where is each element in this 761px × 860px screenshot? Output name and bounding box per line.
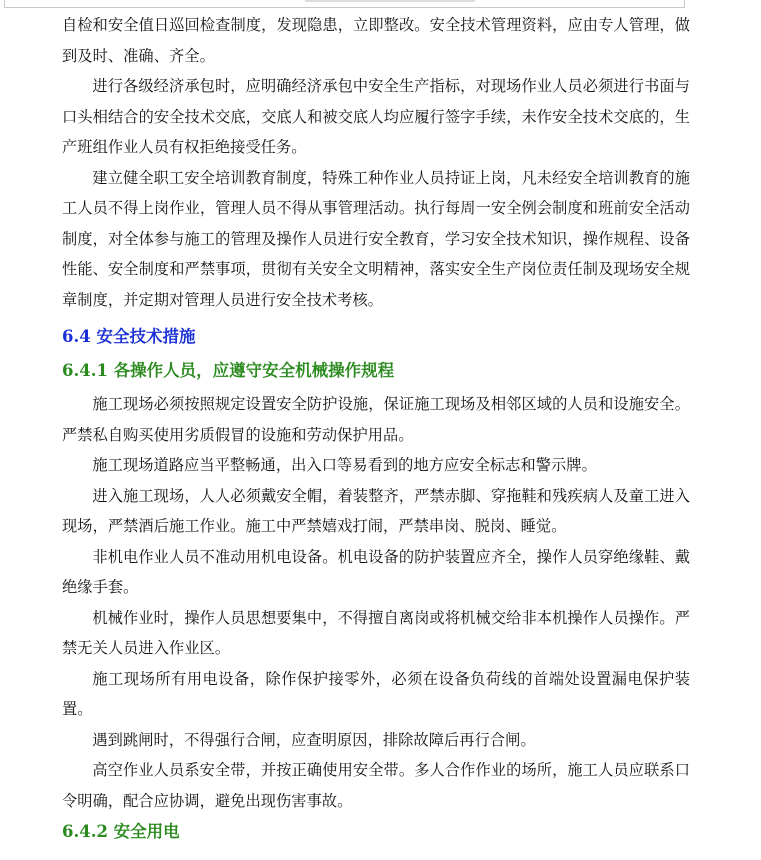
paragraph-intro-3: 建立健全职工安全培训教育制度，特殊工种作业人员持证上岗，凡未经安全培训教育的施工人员不得上岗作业，管理人员不得从事管理活动。执行每周一安全例会制度和班前安全活动制度，对全体参与施工的管理及操作人员进行安全教育，学习安全技术知识，操作规程、设备性能、安全制度和严禁事项，贯彻有关安全文明精神，落实安全生产岗位责任制及现场安全规章制度，并定期对管理人员进行安全技术考核。 <box>62 168 690 309</box>
paragraph-6-4-1-8: 高空作业人员系安全带，并按正确使用安全带。多人合作作业的场所，施工人员应联系口令明确，配合应协调，避免出现伤害事故。 <box>62 761 690 810</box>
paragraph-6-4-1-6: 施工现场所有用电设备，除作保护接零外，必须在设备负荷线的首端处设置漏电保护装置。 <box>62 669 690 718</box>
heading-6-4-1: 6.4.1 各操作人员，应遵守安全机械操作规程 <box>62 361 395 380</box>
paragraph-6-4-1-1: 施工现场必须按照规定设置安全防护设施，保证施工现场及相邻区域的人员和设施安全。严禁私自购买使用劣质假冒的设施和劳动保护用品。 <box>62 395 690 444</box>
paragraph-6-4-1-3: 进入施工现场，人人必须戴安全帽，着装整齐，严禁赤脚、穿拖鞋和残疾病人及童工进入现场，严禁酒后施工作业。施工中严禁嬉戏打闹，严禁串岗、脱岗、睡觉。 <box>62 486 690 535</box>
page-header-remnant <box>305 0 475 2</box>
page-top-edge <box>4 0 685 8</box>
heading-6-4-2: 6.4.2 安全用电 <box>62 822 180 841</box>
document-body <box>62 10 690 850</box>
paragraph-6-4-1-7: 遇到跳闸时，不得强行合闸，应查明原因，排除故障后再行合闸。 <box>92 730 536 749</box>
paragraph-intro-2: 进行各级经济承包时，应明确经济承包中安全生产指标，对现场作业人员必须进行书面与口头相结合的安全技术交底，交底人和被交底人均应履行签字手续，未作安全技术交底的，生产班组作业人员有权拒绝接受任务。 <box>62 77 690 156</box>
paragraph-intro-1: 自检和安全值日巡回检查制度，发现隐患，立即整改。安全技术管理资料，应由专人管理，做到及时、准确、齐全。 <box>62 16 690 65</box>
heading-6-4: 6.4 安全技术措施 <box>62 327 196 346</box>
paragraph-6-4-1-5: 机械作业时，操作人员思想要集中，不得擅自离岗或将机械交给非本机操作人员操作。严禁无关人员进入作业区。 <box>62 608 690 657</box>
paragraph-6-4-1-2: 施工现场道路应当平整畅通，出入口等易看到的地方应安全标志和警示牌。 <box>92 456 597 474</box>
paragraph-6-4-1-4: 非机电作业人员不准动用机电设备。机电设备的防护装置应齐全，操作人员穿绝缘鞋、戴绝缘手套。 <box>62 547 690 596</box>
